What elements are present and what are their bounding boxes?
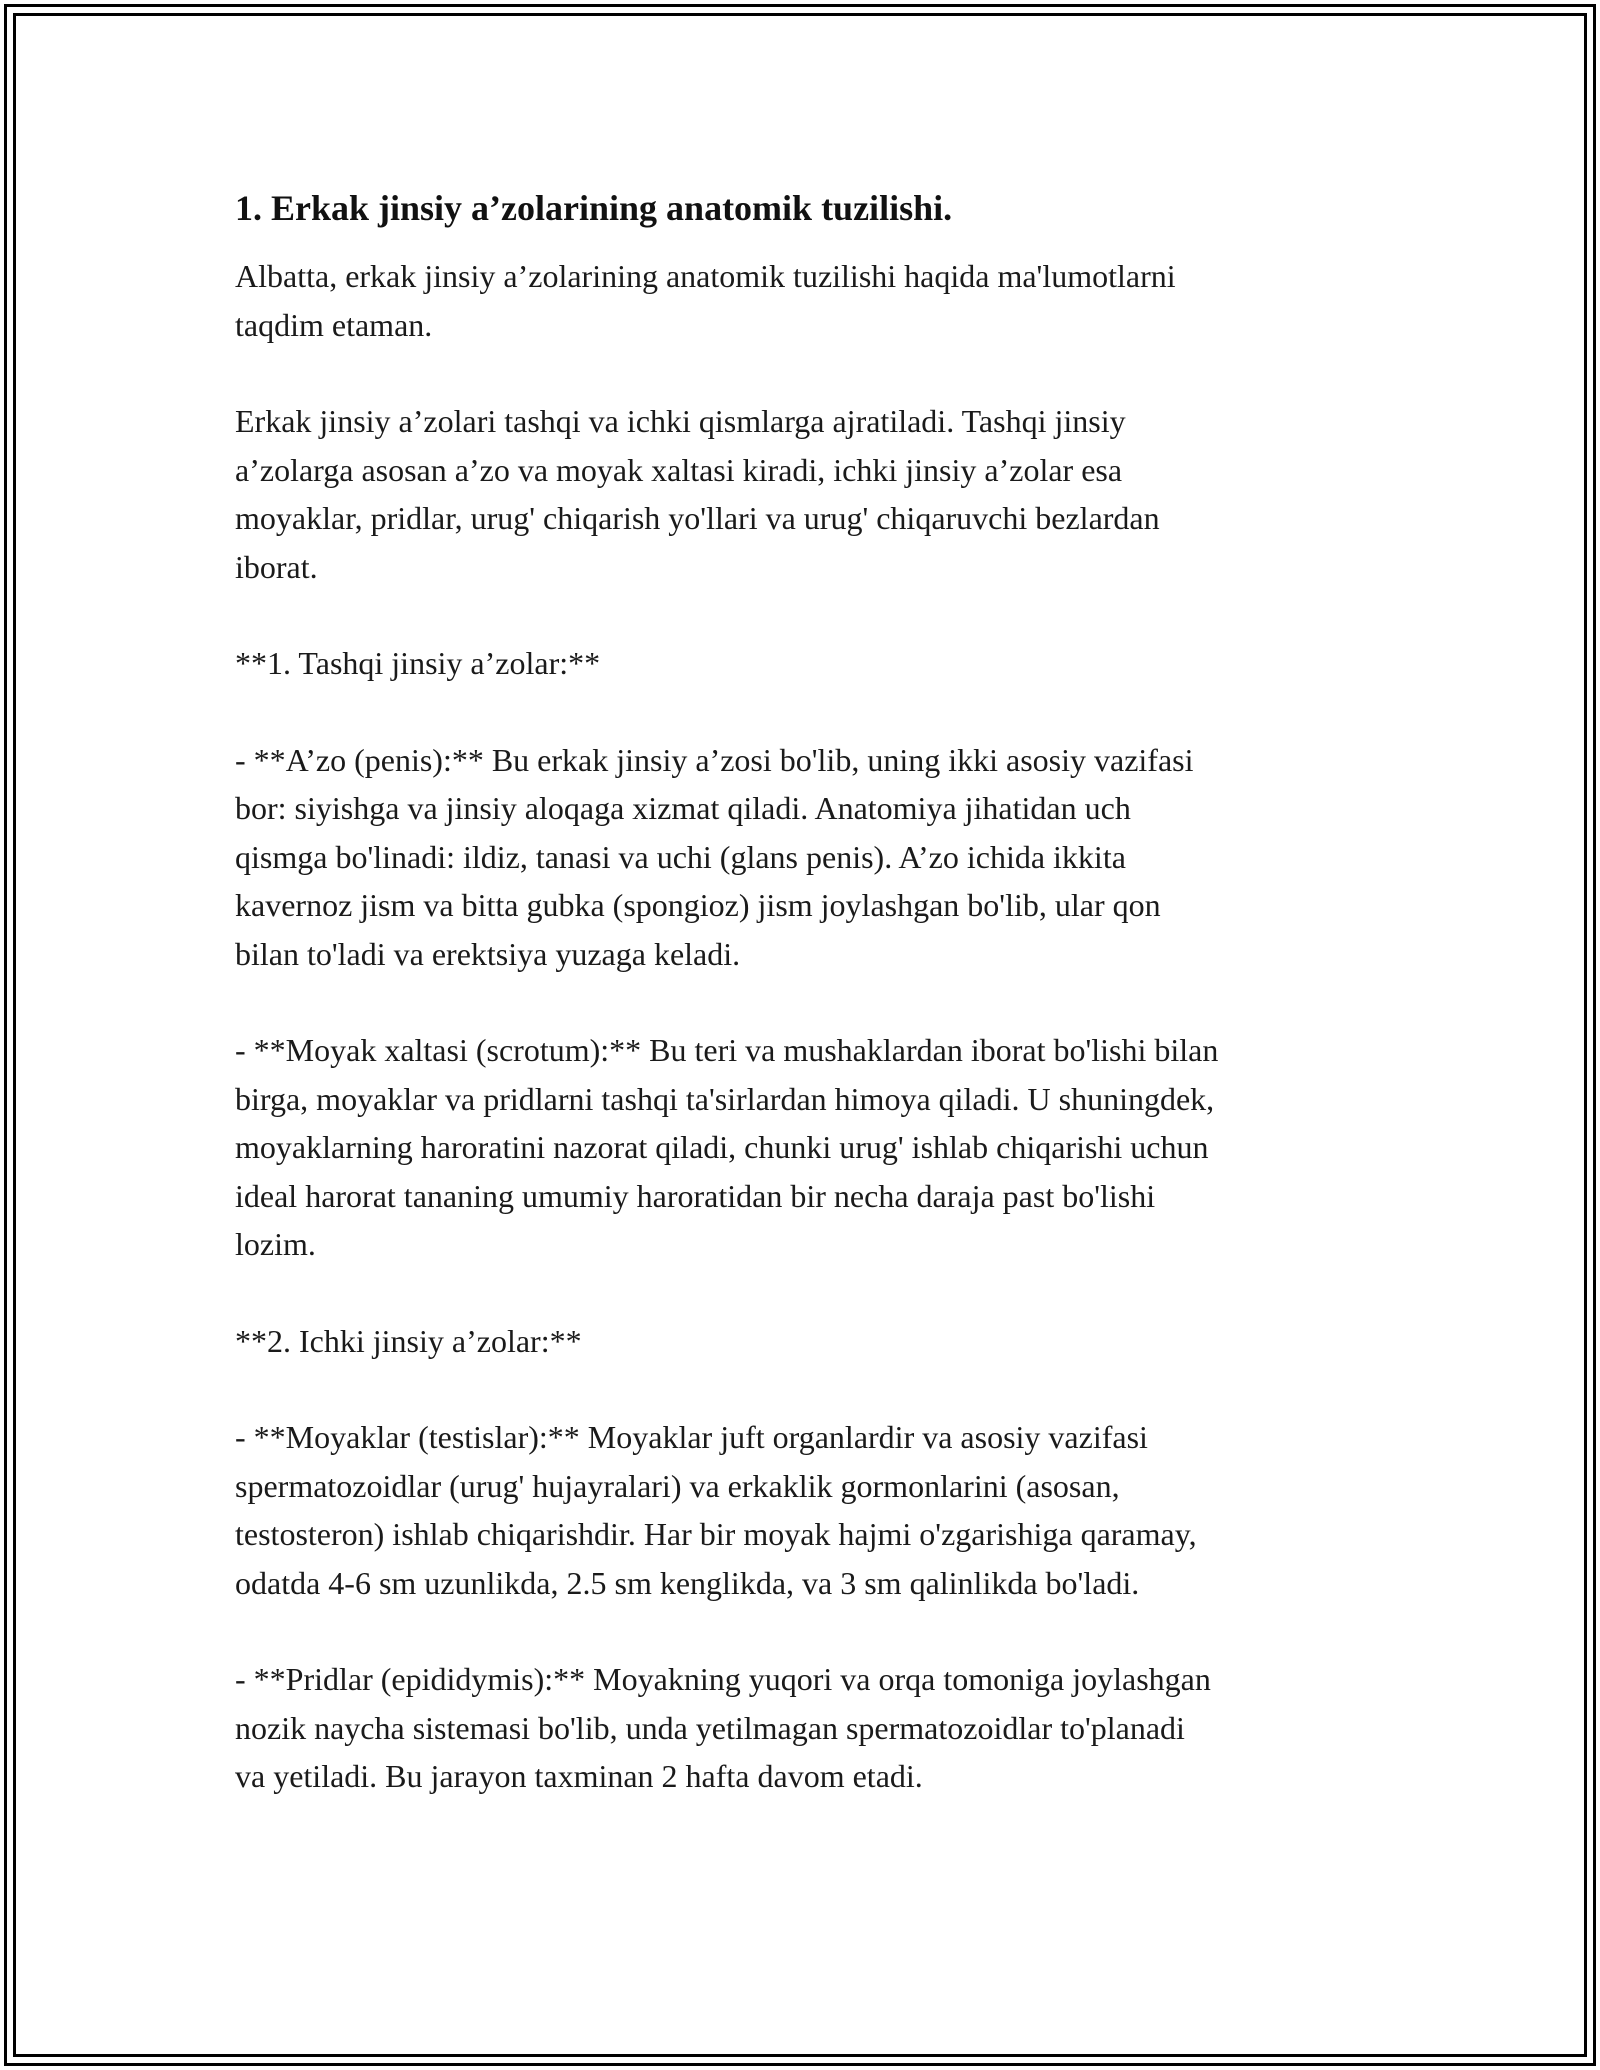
document-title: 1. Erkak jinsiy a’zolarining anatomik tuzilishi. — [235, 188, 953, 228]
intro-paragraph: Albatta, erkak jinsiy a’zolarining anatomik tuzilishi haqida ma'lumotlarni taqdim etaman. — [235, 258, 1176, 343]
section-heading-internal: **2. Ichki jinsiy a’zolar:** — [235, 1322, 582, 1359]
section-heading-external: **1. Tashqi jinsiy a’zolar:** — [235, 645, 601, 681]
list-item-testes: - **Moyaklar (testislar):** Moyaklar juft organlardir va asosiy vazifasi spermatozoidlar (urug' hujayralari) va erkaklik gormonlarini (asosan, testosteron) ishlab chiqarishdir. Har bir moyak hajmi o'zgarishiga qaramay, odatda 4-6 sm uzunlikda, 2.5 sm kenglikda, va 3 sm qalinlikda bo'ladi. — [235, 1419, 1197, 1601]
list-item-scrotum: - **Moyak xaltasi (scrotum):** Bu teri va mushaklardan iborat bo'lishi bilan birga, moyaklar va pridlarni tashqi ta'sirlardan himoya qiladi. U shuningdek, moyaklarning haroratini nazorat qiladi, chunki urug' ishlab chiqarishi uchun ideal harorat tananing umumiy haroratidan bir necha daraja past bo'lishi lozim. — [235, 1032, 1219, 1262]
list-item-epididymis: - **Pridlar (epididymis):** Moyakning yuqori va orqa tomoniga joylashgan nozik naycha sistemasi bo'lib, unda yetilmagan spermatozoidlar to'planadi va yetiladi. Bu jarayon taxminan 2 hafta davom etadi. — [235, 1661, 1211, 1794]
document-body — [235, 184, 1365, 1849]
overview-paragraph: Erkak jinsiy a’zolari tashqi va ichki qismlarga ajratiladi. Tashqi jinsiy a’zolarga asosan a’zo va moyak xaltasi kiradi, ichki jinsiy a’zolar esa moyaklar, pridlar, urug' chiqarish yo'llari va urug' chiqaruvchi bezlardan iborat. — [235, 403, 1160, 585]
list-item-penis: - **A’zo (penis):** Bu erkak jinsiy a’zosi bo'lib, uning ikki asosiy vazifasi bor: siyishga va jinsiy aloqaga xizmat qiladi. Anatomiya jihatidan uch qismga bo'linadi: ildiz, tanasi va uchi (glans penis). A’zo ichida ikkita kavernoz jism va bitta gubka (spongioz) jism joylashgan bo'lib, ular qon bilan to'ladi va erektsiya yuzaga keladi. — [235, 741, 1194, 972]
